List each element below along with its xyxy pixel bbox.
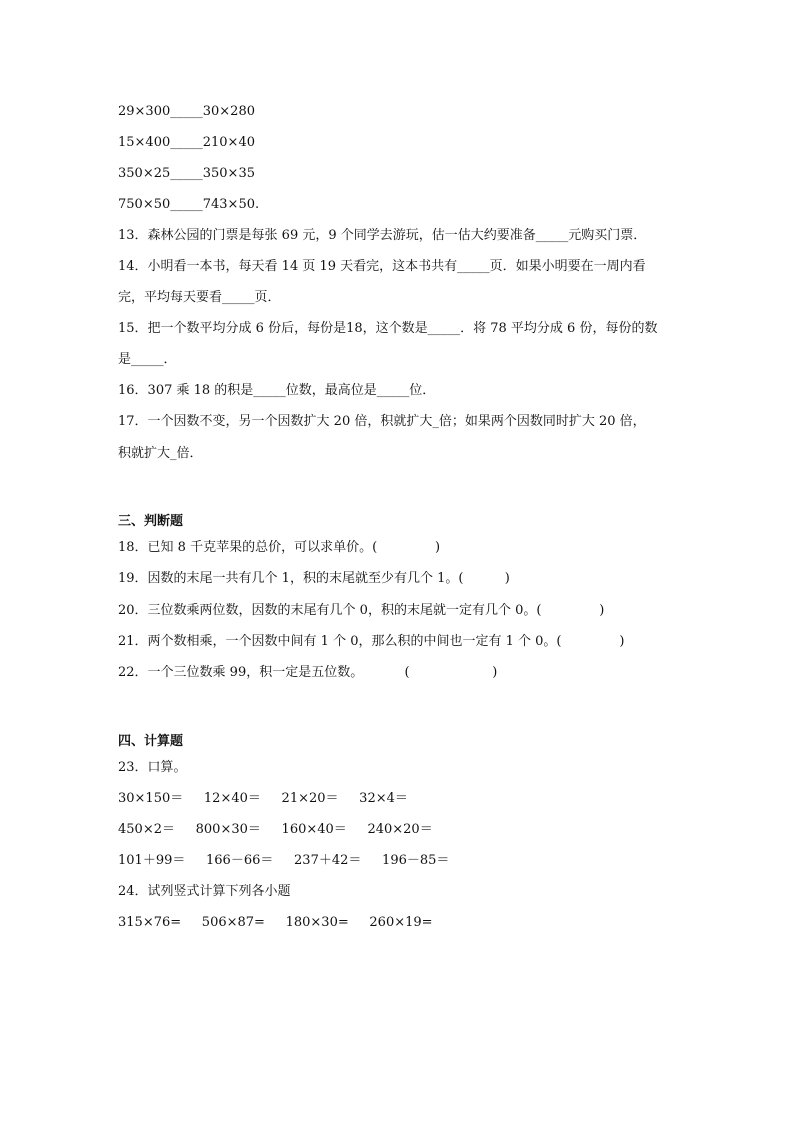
compare-line-3: 350×25_____350×35: [118, 166, 255, 181]
compare-line-2: 15×400_____210×40: [118, 135, 255, 150]
vertical-calc-row: 315×76= 506×87= 180×30= 260×19=: [118, 915, 433, 930]
question-18: 18．已知 8 千克苹果的总价，可以求单价。( ): [118, 540, 441, 555]
oral-calc-row-2: 450×2＝ 800×30＝ 160×40＝ 240×20＝: [118, 822, 433, 837]
question-13: 13．森林公园的门票是每张 69 元，9 个同学去游玩，估一估大约要准备_____元购买门票．: [118, 228, 647, 243]
question-21: 21．两个数相乘，一个因数中间有 1 个 0，那么积的中间也一定有 1 个 0。( ): [118, 634, 625, 649]
section-heading-judge: 三、判断题: [118, 514, 184, 529]
question-19: 19．因数的末尾一共有几个 1，积的末尾就至少有几个 1。( ): [118, 571, 510, 586]
question-17-line-1: 17．一个因数不变，另一个因数扩大 20 倍，积就扩大_倍；如果两个因数同时扩大 20 倍，: [118, 414, 646, 429]
question-14-line-1: 14．小明看一本书，每天看 14 页 19 天看完，这本书共有_____页．如果小明要在一周内看: [118, 259, 646, 274]
question-22: 22．一个三位数乘 99，积一定是五位数。 ( ): [118, 665, 498, 680]
section-heading-calc: 四、计算题: [118, 734, 184, 749]
compare-line-4: 750×50_____743×50.: [118, 197, 260, 212]
question-20: 20．三位数乘两位数，因数的末尾有几个 0，积的末尾就一定有几个 0。( ): [118, 603, 605, 618]
oral-calc-row-1: 30×150＝ 12×40＝ 21×20＝ 32×4＝: [118, 791, 408, 806]
compare-line-1: 29×300_____30×280: [118, 104, 255, 119]
question-15-line-1: 15．把一个数平均分成 6 份后，每份是18，这个数是_____．将 78 平均分成 6 份，每份的数: [118, 321, 658, 336]
question-14-line-2: 完，平均每天要看_____页．: [118, 290, 281, 305]
question-24: 24．试列竖式计算下列各小题: [118, 884, 291, 899]
oral-calc-row-3: 101＋99＝ 166－66＝ 237＋42＝ 196－85＝: [118, 853, 450, 868]
question-17-line-2: 积就扩大_倍．: [118, 446, 203, 461]
question-16: 16．307 乘 18 的积是_____位数，最高位是_____位．: [118, 383, 436, 398]
question-15-line-2: 是_____．: [118, 352, 177, 367]
question-23: 23．口算。: [118, 760, 187, 775]
